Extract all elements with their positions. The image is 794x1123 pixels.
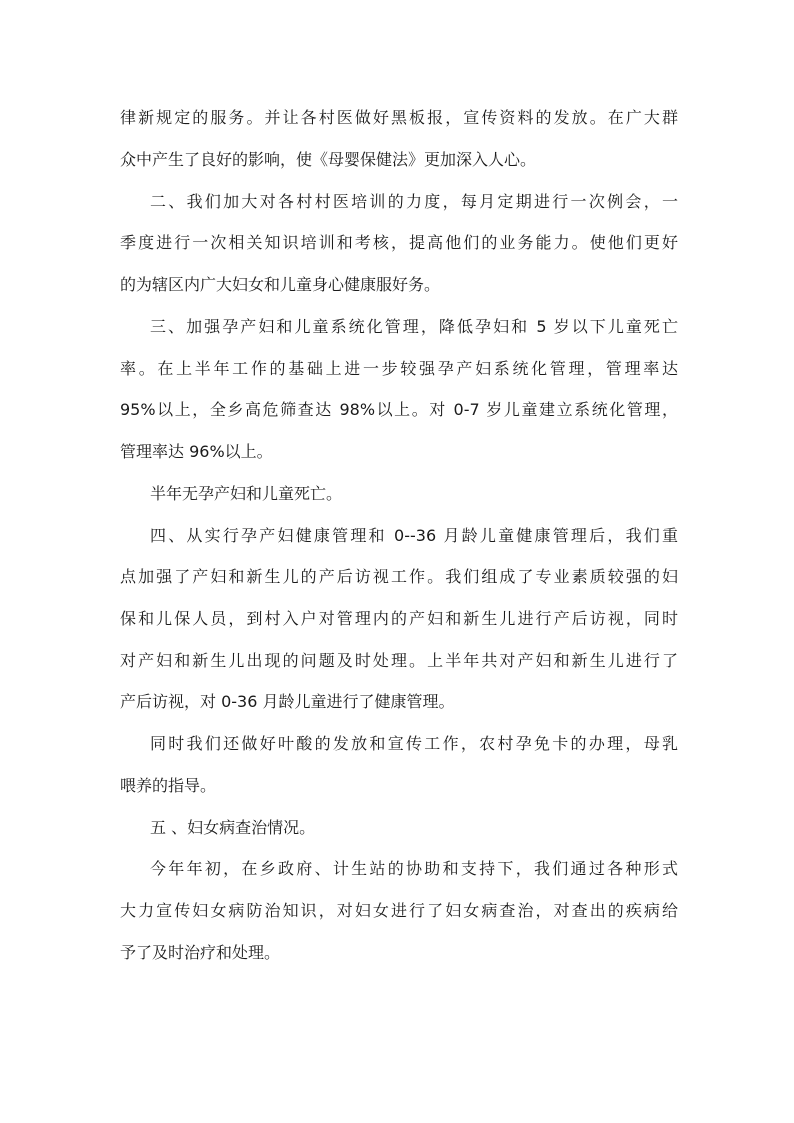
text-line: 95%以上，全乡高危筛查达 98%以上。对 0-7 岁儿童建立系统化管理，	[120, 400, 678, 419]
text-line: 产后访视，对 0-36 月龄儿童进行了健康管理。	[120, 692, 455, 711]
text-line: 保和儿保人员，到村入户对管理内的产妇和新生儿进行产后访视，同时	[120, 609, 678, 628]
text-line: 四、从实行孕产妇健康管理和 0--36 月龄儿童健康管理后，我们重	[150, 526, 678, 545]
text-line: 季度进行一次相关知识培训和考核，提高他们的业务能力。使他们更好	[120, 233, 678, 252]
text-line: 同时我们还做好叶酸的发放和宣传工作，农村孕免卡的办理，母乳	[150, 734, 678, 753]
text-line: 律新规定的服务。并让各村医做好黑板报，宣传资料的发放。在广大群	[120, 108, 678, 127]
text-line: 予了及时治疗和处理。	[120, 943, 281, 962]
text-line: 点加强了产妇和新生儿的产后访视工作。我们组成了专业素质较强的妇	[120, 567, 678, 586]
text-line: 率。在上半年工作的基础上进一步较强孕产妇系统化管理，管理率达	[120, 359, 678, 378]
text-line: 三、加强孕产妇和儿童系统化管理，降低孕妇和 5 岁以下儿童死亡	[150, 317, 678, 336]
text-line: 的为辖区内广大妇女和儿童身心健康服好务。	[120, 275, 441, 294]
text-line: 管理率达 96%以上。	[120, 442, 273, 461]
text-line: 今年年初，在乡政府、计生站的协助和支持下，我们通过各种形式	[150, 859, 678, 878]
text-line: 喂养的指导。	[120, 776, 217, 795]
text-line: 二、我们加大对各村村医培训的力度，每月定期进行一次例会，一	[150, 192, 678, 211]
section-heading: 五 、妇女病查治情况。	[150, 818, 316, 837]
text-line: 半年无孕产妇和儿童死亡。	[150, 484, 343, 503]
text-line: 众中产生了良好的影响，使《母婴保健法》更加深入人心。	[120, 150, 537, 169]
text-line: 大力宣传妇女病防治知识，对妇女进行了妇女病查治，对查出的疾病给	[120, 901, 678, 920]
text-line: 对产妇和新生儿出现的问题及时处理。上半年共对产妇和新生儿进行了	[120, 651, 678, 670]
